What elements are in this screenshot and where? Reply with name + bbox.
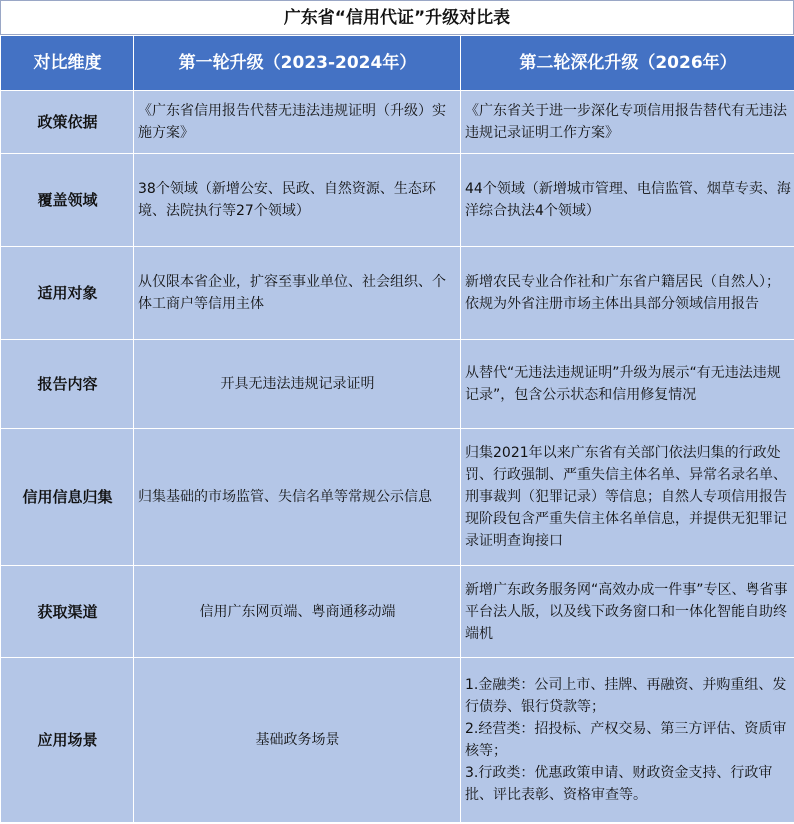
table-row (1, 566, 794, 658)
row-dimension: 覆盖领域 (1, 154, 134, 247)
table-row (1, 340, 794, 429)
row-first-round: 38个领域（新增公安、民政、自然资源、生态环境、法院执行等27个领域） (134, 154, 461, 247)
row-second-round: 从替代“无违法违规证明”升级为展示“有无违法违规记录”，包含公示状态和信用修复情况 (461, 340, 794, 429)
row-second-round: 新增农民专业合作社和广东省户籍居民（自然人）；依规为外省注册市场主体出具部分领域信用报告 (461, 247, 794, 340)
row-second-round: 归集2021年以来广东省有关部门依法归集的行政处罚、行政强制、严重失信主体名单、异常名录名单、刑事裁判（犯罪记录）等信息；自然人专项信用报告现阶段包含严重失信主体名单信息，并提供无犯罪记录证明查询接口 (461, 429, 794, 566)
table-title: 广东省“信用代证”升级对比表 (0, 0, 794, 35)
row-dimension: 获取渠道 (1, 566, 134, 658)
row-first-round: 基础政务场景 (134, 658, 461, 823)
comparison-table (0, 35, 794, 823)
scenario-business: 2.经营类：招投标、产权交易、第三方评估、资质审核等； (465, 721, 787, 759)
row-dimension: 政策依据 (1, 91, 134, 154)
row-dimension: 信用信息归集 (1, 429, 134, 566)
row-second-round: 《广东省关于进一步深化专项信用报告替代有无违法违规记录证明工作方案》 (461, 91, 794, 154)
row-first-round: 《广东省信用报告代替无违法违规证明（升级）实施方案》 (134, 91, 461, 154)
scenario-finance: 1.金融类：公司上市、挂牌、再融资、并购重组、发行债券、银行贷款等； (465, 677, 787, 715)
row-dimension: 适用对象 (1, 247, 134, 340)
table-row (1, 658, 794, 823)
header-row (1, 36, 794, 91)
table-row (1, 154, 794, 247)
row-first-round: 开具无违法违规记录证明 (134, 340, 461, 429)
row-second-round: 新增广东政务服务网“高效办成一件事”专区、粤省事平台法人版，以及线下政务窗口和一体化智能自助终端机 (461, 566, 794, 658)
row-dimension: 应用场景 (1, 658, 134, 823)
header-first-round: 第一轮升级（2023-2024年） (134, 36, 461, 91)
table-row (1, 91, 794, 154)
row-first-round: 信用广东网页端、粤商通移动端 (134, 566, 461, 658)
header-second-round: 第二轮深化升级（2026年） (461, 36, 794, 91)
row-first-round: 归集基础的市场监管、失信名单等常规公示信息 (134, 429, 461, 566)
row-first-round: 从仅限本省企业，扩容至事业单位、社会组织、个体工商户等信用主体 (134, 247, 461, 340)
row-second-round (461, 658, 794, 823)
scenario-administrative: 3.行政类：优惠政策申请、财政资金支持、行政审批、评比表彰、资格审查等。 (465, 765, 773, 803)
table-row (1, 429, 794, 566)
table-row (1, 247, 794, 340)
row-second-round: 44个领域（新增城市管理、电信监管、烟草专卖、海洋综合执法4个领域） (461, 154, 794, 247)
row-dimension: 报告内容 (1, 340, 134, 429)
header-dimension: 对比维度 (1, 36, 134, 91)
